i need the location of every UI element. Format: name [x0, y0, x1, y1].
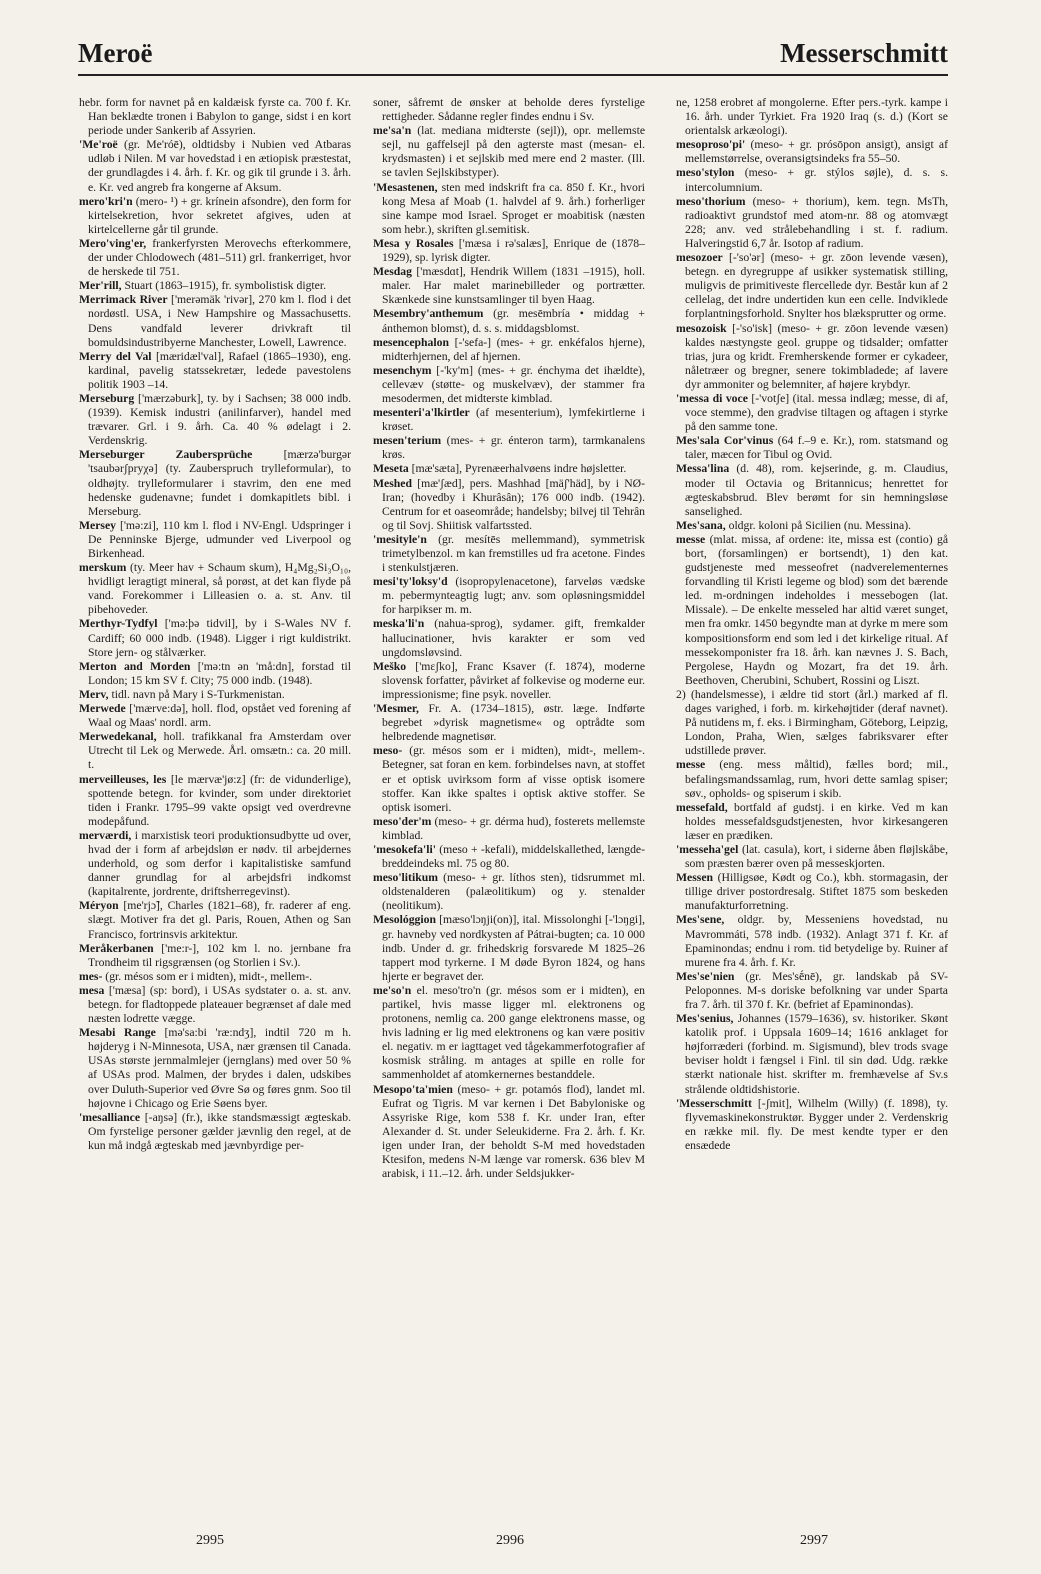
- entry-definition: (gr. mésos som er i midten), midt-, mellem-.: [105, 969, 313, 983]
- entry-headword: merværdi,: [79, 828, 132, 842]
- entry-headword: 'mesityle'n: [373, 532, 427, 546]
- entry-definition: (nahua-sprog), sydamer. gift, fremkalder hallucinationer, hvis karakter er som ved ungdomsløvsind.: [382, 617, 645, 659]
- dictionary-entry: [373, 702, 645, 744]
- dictionary-entry: [373, 815, 645, 843]
- entry-headword: Meško: [373, 659, 407, 673]
- dictionary-entry: [373, 984, 645, 1083]
- entry-definition: (gr. Me'róē), oldtidsby i Nubien ved Atbaras udløb i Nilen. M var hovedstad i en ætiopisk præstestat, der grundlagdes i 4. årh. f. Kr. og gik til grunde i 3. årh. e. Kr. ved angreb fra kongerne af Aksum.: [88, 138, 351, 194]
- entry-definition: (mero- ¹) + gr. krínein afsondre), den form for kirtelsekretion, hvor sekretet afgives, uden at kirtelcellerne går til grunde.: [88, 194, 351, 236]
- entry-definition: ['mærzəburk], ty. by i Sachsen; 38 000 indb. (1939). Kemisk industri (anilinfarver), handel med trævarer. Grl. i 9. årh. Ca. 40 % ødelagt i 2. Verdenskrig.: [88, 391, 351, 448]
- dictionary-entry: [373, 364, 645, 406]
- entry-definition: (meso- + gr. stýlos søjle), d. s. s. intercolumnium.: [685, 166, 948, 194]
- entry-definition: ['mə:þə tidvil], by i S-Wales NV f. Cardiff; 60 000 indb. (1948). Ligger i rigt kuldistrikt. Store jern- og stålværker.: [88, 617, 351, 659]
- entry-definition: 2) (handelsmesse), i ældre tid stort (årl.) marked af fl. dages varighed, i forb. m. kirkehøjtider (deraf navnet). På nutidens m, f. eks. i Birmingham, Göteborg, Leipzig, London, Praha, Wien, sælges fabriksvarer efter udstillede prøver.: [676, 687, 948, 758]
- entry-headword: Merthyr-Tydfyl: [79, 617, 158, 631]
- entry-headword: mesencephalon: [373, 335, 449, 349]
- entry-headword: 'messeha'gel: [676, 842, 739, 856]
- entry-headword: meso'thorium: [676, 194, 746, 208]
- entry-definition: [-'so'isk] (meso- + gr. zōon levende væsen) kaldes næstyngste geol. gruppe og tidsalder; omfatter trias, jura og kridt. Fremherskende former er cykadeer, nåletræer og bregner, senere tokimbladede; af lavere dyr ammoniter og belemniter, af højere krybdyr.: [685, 321, 948, 391]
- entry-definition: [-'votʃe] (ital. messa indlæg; messe, di af, voce stemme), den gradvise tiltagen og aftagen i styrke på den samme tone.: [685, 391, 948, 434]
- entry-headword: Meråkerbanen: [79, 941, 154, 955]
- entry-headword: Mesdag: [373, 265, 412, 279]
- entry-definition: ['mæsa] (sp: bord), i USAs sydstater o. a. st. anv. betegn. for fladtoppede plateauer begrænset af dale med næsten lodrette vægge.: [88, 983, 351, 1026]
- entry-definition: (Hilligsøe, Kødt og Co.), kbh. stormagasin, der tillige driver postordresalg. Stiftet 1875 som beskeden manufakturforretning.: [685, 871, 948, 913]
- dictionary-entry: [676, 758, 948, 800]
- entry-headword: me'so'n: [373, 983, 412, 997]
- entry-headword: Merwedekanal,: [79, 730, 157, 744]
- entry-headword: Merseburger Zaubersprüche: [79, 448, 253, 462]
- entry-headword: Merry del Val: [79, 349, 152, 363]
- entry-definition: ['me:r-], 102 km l. no. jernbane fra Trondheim til rigsgrænsen (og Storlien i Sv.).: [88, 941, 351, 969]
- dictionary-entry: [79, 660, 351, 688]
- entry-definition: [me'rjɔ̃], Charles (1821–68), fr. raderer af eng. slægt. Motiver fra det gl. Paris, Rouen, Athen og San Francisco, fortrinsvis arkitektur.: [88, 899, 351, 941]
- entry-definition: [-'ky'm] (mes- + gr. énchyma det ihældte), cellevæv (støtte- og muskelvæv), der stammer fra mesodermen, det midterste kimblad.: [382, 363, 645, 405]
- entry-definition: (meso- + gr. líthos sten), tidsrummet ml. oldstenalderen (palæolitikum) og y. stenalder (neolitikum).: [382, 871, 645, 913]
- dictionary-entry: [676, 871, 948, 913]
- entry-headword: mero'kri'n: [79, 194, 133, 208]
- entry-definition: sten med indskrift fra ca. 850 f. Kr., hvori kong Mesa af Moab (1. halvdel af 9. årh.) forherliger sine kampe mod Israel. Sproget er moabitisk (næsten som hebr.), skriften gl.semitisk.: [382, 180, 645, 236]
- dictionary-entry: [373, 843, 645, 871]
- entry-definition: ['mærve:də], holl. flod, opstået ved forening af Waal og Maas' nordl. arm.: [88, 702, 351, 730]
- dictionary-entry: [676, 392, 948, 434]
- page-number: 2995: [196, 1533, 224, 1548]
- dictionary-entry: [79, 448, 351, 518]
- entry-headword: 'Messerschmitt: [676, 1096, 752, 1110]
- dictionary-entry: [373, 462, 645, 476]
- entry-headword: mesenteri'a'lkirtler: [373, 406, 470, 420]
- entry-headword: meso-: [373, 744, 403, 758]
- entry-definition: bortfald af gudstj. i en kirke. Ved m kan holdes messefaldsgudstjenesten, hvor kirkesangeren læser en prædiken.: [685, 800, 948, 842]
- entry-definition: (gr. mesítēs mellemmand), symmetrisk trimetylbenzol. m kan fremstilles ud fra acetone. Findes i stenkulstjæren.: [382, 532, 645, 575]
- entry-headword: 'Mesmer,: [373, 702, 419, 716]
- page-number: 2997: [800, 1533, 828, 1548]
- entry-definition: (mlat. missa, af ordene: ite, missa est (contio) gå bort, (forsamlingen) er bortsendt), 1) den kat. gudstjeneste med messeofret (nadverelementernes forvandling til Kristi legeme og blod) som det bærende led. m-ordningen indeholdes i messebogen (lat. Missale). – De enkelte messeled har altid været sunget, men fra omkr. 1450 begyndte man at dyrke m mere som kompositionsform end som led i det kirkelige ritual. Af messekomponister fra 18. årh. kan nævnes J. S. Bach, Pergolese, Haydn og Mozart, fra det 19. årh. Beethoven, Cherubini, Schubert, Rossini og Liszt.: [685, 532, 948, 687]
- dictionary-entry: [676, 138, 948, 166]
- entry-headword: Mersey: [79, 518, 116, 532]
- entry-definition: i marxistisk teori produktionsudbytte ud over, hvad der i form af arbejdsløn er nødv. til arbejdernes underhold, og som derfor i kapitalistiske samfund danner grundlag for al arbejdsfri indkomst (kapitalrente, jordrente, driftsherregevinst).: [88, 828, 351, 899]
- dictionary-entry: [373, 124, 645, 180]
- entry-headword: Mesabi Range: [79, 1026, 156, 1040]
- header-first-word: Meroë: [78, 38, 153, 68]
- entry-definition: [mə'sa:bi 'ræ:ndʒ], indtil 720 m h. højderyg i N-Minnesota, USA, nær grænsen til Canada. USAs største jernmalmlejer (jernglans) med over 50 % af USAs prod. Malmen, der brydes i dalen, udskibes over Duluth-Superior ved Øvre Sø og føres gnm. Soo til højovne i Chicago og Erie Søens byer.: [88, 1026, 351, 1110]
- entry-definition: [mæ'sæta], Pyrenæerhalvøens indre højsletter.: [411, 462, 627, 476]
- dictionary-entry: [676, 801, 948, 843]
- dictionary-entry: [79, 1026, 351, 1111]
- dictionary-entry: [373, 477, 645, 533]
- header-last-word: Messerschmitt: [780, 38, 948, 68]
- entry-definition: ['mə:tn ən 'må:dn], forstad til London; 15 km SV f. City; 75 000 indb. (1948).: [88, 659, 351, 687]
- entry-headword: Mes'senius,: [676, 1012, 734, 1026]
- dictionary-entry: [373, 660, 645, 702]
- dictionary-entry: [79, 829, 351, 899]
- column-3: [676, 96, 948, 1526]
- entry-definition: Stuart (1863–1915), fr. symbolistisk digter.: [124, 279, 327, 293]
- entry-definition: [le mærvæ'jø:z] (fr: de vidunderlige), spottende betegn. for kvinder, som under direktoriet tiden i Frankr. 1795–99 vakte opsigt ved overdrevne modepåfund.: [88, 772, 351, 828]
- entry-definition: (mes- + gr. énteron tarm), tarmkanalens krøs.: [382, 434, 645, 462]
- dictionary-entry: [373, 744, 645, 814]
- dictionary-entry: [79, 730, 351, 772]
- column-2: [373, 96, 645, 1526]
- dictionary-entry: [373, 575, 645, 617]
- entry-definition: (64 f.–9 e. Kr.), rom. statsmand og taler, mæcen for Tibul og Ovid.: [685, 434, 948, 462]
- entry-headword: mesozoer: [676, 251, 723, 265]
- entry-headword: mesenchym: [373, 363, 432, 377]
- entry-headword: merskum: [79, 561, 127, 575]
- entry-definition: oldgr. koloni på Sicilien (nu. Messina).: [728, 518, 912, 532]
- dictionary-entry: [676, 166, 948, 194]
- entry-headword: mesa: [79, 983, 105, 997]
- dictionary-entry: [79, 237, 351, 279]
- entry-headword: meso'stylon: [676, 166, 735, 180]
- entry-definition: (meso + -kefali), middelskallethed, længde-breddeindeks ml. 75 og 80.: [382, 842, 645, 871]
- dictionary-entry: [676, 533, 948, 688]
- dictionary-entry: [676, 913, 948, 969]
- dictionary-entry: [373, 1083, 645, 1182]
- dictionary-entry: [676, 1012, 948, 1097]
- entry-definition: [mæridæl'val], Rafael (1865–1930), eng. kardinal, pavelig statssekretær, ledede pavestolens politik 1903 –14.: [88, 349, 351, 391]
- entry-headword: mes-: [79, 969, 103, 983]
- entry-headword: meso'der'm: [373, 814, 432, 828]
- dictionary-entry: [79, 1111, 351, 1153]
- entry-headword: messe: [676, 758, 706, 772]
- dictionary-entry: [676, 688, 948, 758]
- entry-definition: (meso- + thorium), kem. tegn. MsTh, radioaktivt grundstof med atom-nr. 88 og atomvægt 228; anv. ved strålebehandling i st. f. radium. Halveringstid 6,7 år. Isotop af radium.: [685, 194, 948, 250]
- running-header: [78, 30, 948, 76]
- dictionary-entry: [676, 251, 948, 321]
- entry-headword: Mes'sana,: [676, 518, 726, 532]
- entry-definition: [-'sefa-] (mes- + gr. enkéfalos hjerne), midterhjernen, del af hjernen.: [382, 335, 645, 363]
- entry-headword: Merv,: [79, 687, 109, 701]
- entry-headword: me'sa'n: [373, 124, 412, 138]
- entry-headword: Mesa y Rosales: [373, 236, 454, 250]
- entry-definition: frankerfyrsten Merovechs efterkommere, der under Chlodowech (481–511) grl. frankerriget, hvor de herskede til 751.: [88, 236, 351, 279]
- entry-definition: (af mesenterium), lymfekirtlerne i krøset.: [382, 406, 645, 434]
- dictionary-entry: [373, 307, 645, 335]
- entry-definition: (d. 48), rom. kejserinde, g. m. Claudius, moder til Octavia og Britannicus; henrettet for ægteskabsbrud. Blev berømt for sin hemningsløse sanselighed.: [685, 462, 948, 518]
- page-numbers: [0, 1533, 1041, 1555]
- entry-headword: Mes'sala Cor'vinus: [676, 434, 774, 448]
- entry-headword: 'mesokefa'li': [373, 842, 436, 856]
- dictionary-entry: [79, 942, 351, 970]
- entry-definition: (isopropylenacetone), farveløs vædske m. pebermynteagtig lugt; anv. som opløsningsmiddel for harpikser m. m.: [382, 575, 645, 617]
- entry-headword: Mesopo'ta'mien: [373, 1082, 453, 1096]
- dictionary-entry: [79, 350, 351, 392]
- entry-headword: 'messa di voce: [676, 391, 748, 405]
- entry-headword: mesen'terium: [373, 434, 442, 448]
- entry-definition: (lat. mediana midterste (sejl)), opr. mellemste sejl, nu gaffelsejl på den agterste mast (mesan- el. krydsmasten) i et sejlskib med mere end 2 master. (Ill. se tavlen Sejlskibstyper).: [382, 124, 645, 180]
- dictionary-entry: [79, 773, 351, 829]
- dictionary-entry: [373, 265, 645, 307]
- entry-headword: 'Me'roë: [79, 138, 118, 152]
- entry-headword: Mesembry'anthemum: [373, 307, 484, 321]
- dictionary-entry: [373, 434, 645, 462]
- entry-definition: [mæso'lɔŋji(on)], ital. Missolonghi [-'lɔŋgi], gr. havneby ved nordkysten af Pátrai-bugten; ca. 10 000 indb. Under d. gr. frihedskrig forsvarede M 1825–26 tappert mod tyrkerne. I M døde Byron 1824, og hans hjerte er begravet der.: [382, 913, 645, 983]
- entry-definition: (gr. mesēmbría • middag + ánthemon blomst), d. s. s. middagsblomst.: [382, 307, 645, 335]
- dictionary-entry: [676, 462, 948, 518]
- dictionary-entry: [676, 434, 948, 462]
- entry-definition: (meso- + gr. prósōpon ansigt), ansigt af mellemstørrelse, overansigtsindeks fra 55–50.: [685, 138, 948, 166]
- dictionary-entry: [79, 195, 351, 237]
- dictionary-entry: [676, 96, 948, 138]
- entry-definition: ['mə:zi], 110 km l. flod i NV-Engl. Udspringer i De Penninske Bjerge, udmunder ved Liverpool og Birkenhead.: [88, 518, 351, 560]
- dictionary-entry: [373, 617, 645, 659]
- entry-definition: [-'so'ər] (meso- + gr. zōon levende væsen), betegn. en dyregruppe af usikker systematisk stilling, muligvis de primitiveste flercellede dyr. Består kun af 2 cellelag, det indre undertiden kun een celle. Indviklede forplantningsforhold. Snylter hos blæksprutter og orme.: [685, 251, 948, 321]
- entry-headword: mesoproso'pi': [676, 138, 746, 152]
- entry-definition: holl. trafikkanal fra Amsterdam over Utrecht til Lek og Merwede. Årl. omsætn.: ca. 20 mill. t.: [88, 730, 351, 772]
- entry-headword: Merton and Morden: [79, 659, 191, 673]
- entry-definition: [-ʃmit], Wilhelm (Willy) (f. 1898), ty. flyvemaskinekonstruktør. Bygger under 2. Verdenskrig en række mil. fly. De mest kendte typer er den ensædede: [685, 1096, 948, 1152]
- entry-headword: messefald,: [676, 800, 728, 814]
- entry-definition: oldgr. by, Messeniens hovedstad, nu Mavrommáti, 578 indb. (1932). Anlagt 371 f. Kr. af Epaminondas; endnu i rom. tid betydelige by. Ruiner af murene fra 4. årh. f. Kr.: [685, 913, 948, 969]
- entry-definition: soner, såfremt de ønsker at beholde deres fyrstelige rettigheder. Sådanne regler findes endnu i Sv.: [373, 96, 645, 124]
- dictionary-entry: [373, 913, 645, 983]
- dictionary-entry: [373, 406, 645, 434]
- entry-headword: meso'litikum: [373, 871, 438, 885]
- entry-headword: Mes'se'nien: [676, 969, 735, 983]
- dictionary-entry: [79, 702, 351, 730]
- column-1: [79, 96, 351, 1526]
- dictionary-entry: [676, 322, 948, 392]
- dictionary-entry: [79, 970, 351, 984]
- dictionary-entry: [373, 871, 645, 913]
- entry-headword: Mero'ving'er,: [79, 236, 147, 250]
- entry-definition: ne, 1258 erobret af mongolerne. Efter pers.-tyrk. kampe i 16. årh. under Tyrkiet. Fra 1920 Iraq (s. d.) (Kort se orientalsk arkæologi).: [676, 96, 948, 138]
- dictionary-entry: [676, 970, 948, 1012]
- dictionary-entry: [676, 1097, 948, 1153]
- entry-headword: 'mesalliance: [79, 1110, 141, 1124]
- page-number: 2996: [496, 1533, 524, 1548]
- entry-headword: Mes'sene,: [676, 913, 725, 927]
- entry-headword: Merseburg: [79, 391, 135, 405]
- dictionary-entry: [79, 519, 351, 561]
- entry-definition: tidl. navn på Mary i S-Turkmenistan.: [111, 687, 285, 701]
- entry-definition: hebr. form for navnet på en kaldæisk fyrste ca. 700 f. Kr. Han beklædte tronen i Babylon to gange, sidst i en kort periode under Sankerib af Assyrien.: [79, 96, 351, 138]
- dictionary-entry: [79, 392, 351, 448]
- dictionary-entry: [79, 138, 351, 194]
- entry-definition: (ty. Meer hav + Schaum skum), H₄Mg₂Si₃O₁₀, hvidligt leragtigt mineral, så porøst, at det kan flyde på vand. Forekommer i Lilleasien o. a. st. Anv. til pibehoveder.: [88, 561, 351, 617]
- dictionary-entry: [79, 984, 351, 1026]
- entry-headword: Mesológgion: [373, 913, 436, 927]
- entry-headword: messe: [676, 532, 706, 546]
- entry-definition: (eng. mess måltid), fælles bord; mil., befalingsmandssamlag, rum, hvori dette samlag spiser; søv., opholds- og spiserum i skib.: [685, 758, 948, 800]
- entry-headword: 'Mesastenen,: [373, 180, 438, 194]
- dictionary-entry: [676, 519, 948, 533]
- dictionary-entry: [373, 181, 645, 237]
- entry-definition: [mærzə'burgər 'tsaubərʃpryχə] (ty. Zauberspruch trylleformular), to oldhøjty. trylleformularer i stavrim, den ene med hedenske gudenavne; fundet i domkapitlets bibl. i Merseburg.: [88, 448, 351, 518]
- entry-definition: [mæ'ʃæd], pers. Mashhad [mäʃ'häd], by i NØ-Iran; (hovedby i Khurâsân); 176 000 indb. (1942). Centrum for et oaseområde; handelsby; bilvej til Tehrân og til Sovj. Shiitisk valfartssted.: [382, 476, 645, 532]
- dictionary-entry: [373, 237, 645, 265]
- entry-headword: Méryon: [79, 899, 119, 913]
- entry-definition: ['mɛʃko], Franc Ksaver (f. 1874), moderne slovensk forfatter, påvirket af folkevise og moderne eur. impressionisme; fine psyk. noveller.: [382, 659, 645, 701]
- entry-definition: ['merəmäk 'rivər], 270 km l. flod i det nordøstl. USA, i New Hampshire og Massachusetts. Dens vandfald leverer drivkraft til bomuldsindustribyerne Manchester, Lowell, Lawrence.: [88, 293, 351, 349]
- dictionary-entry: [79, 279, 351, 293]
- entry-definition: [-aŋsə] (fr.), ikke standsmæssigt ægteskab. Om fyrstelige personer gælder jævnlig den regel, at de kun må indgå ægteskab med jævnbyrdige per-: [88, 1110, 351, 1152]
- entry-definition: (meso- + gr. dérma hud), fosterets mellemste kimblad.: [382, 814, 645, 842]
- entry-headword: Messen: [676, 871, 714, 885]
- dictionary-entry: [79, 899, 351, 941]
- entry-definition: Johannes (1579–1636), sv. historiker. Skønt katolik prof. i Uppsala 1609–14; 1616 anklaget for højforræderi (forbind. m. Sigismund), blev trods svage beviser holdt i fængsel i Finl. til sin død. Udg. række stærkt nationale hist. skrifter m. fremhævelse af Sv.s strålende oldtidshistorie.: [685, 1012, 948, 1096]
- entry-definition: el. meso'tro'n (gr. mésos som er i midten), en partikel, hvis masse ligger ml. elektronens og protonens, nemlig ca. 200 gange elektronens masse, og hvis ladning er lig med elektronens og kan være positiv el. negativ. m er iagttaget ved tågekammerfotografier af kosmisk stråling. m antages at spille en rolle for sammenholdet af atomkernernes bestanddele.: [382, 983, 645, 1082]
- entry-headword: Mer'rill,: [79, 279, 122, 293]
- entry-headword: Merwede: [79, 702, 126, 716]
- entry-definition: ['mæsdɑt], Hendrik Willem (1831 –1915), holl. maler. Har malet marinebilleder og portrætter. Skænkede sine kunstsamlinger til byen Haag.: [382, 265, 645, 307]
- entry-headword: Merrimack River: [79, 293, 168, 307]
- dictionary-entry: [79, 293, 351, 349]
- dictionary-entry: [79, 561, 351, 617]
- dictionary-entry: [79, 688, 351, 702]
- dictionary-entry: [79, 96, 351, 138]
- entry-headword: mesozoisk: [676, 321, 727, 335]
- entry-definition: (gr. Mes'sḗnē), gr. landskab på SV-Peloponnes. M-s doriske befolkning var under Sparta fra 7. årh. til 370 f. Kr. (befriet af Epaminondas).: [685, 969, 948, 1011]
- entry-headword: merveilleuses, les: [79, 772, 167, 786]
- dictionary-entry: [79, 617, 351, 659]
- dictionary-entry: [373, 533, 645, 575]
- entry-headword: mesi'ty'loksy'd: [373, 575, 448, 589]
- dictionary-entry: [373, 96, 645, 124]
- dictionary-entry: [373, 336, 645, 364]
- dictionary-entry: [676, 843, 948, 871]
- entry-definition: (meso- + gr. potamós flod), landet ml. Eufrat og Tigris. M var kernen i Det Babyloniske og Assyriske Rige, kom 538 f. Kr. under Iran, efter Alexander d. St. under Seleukiderne. Fra 2. årh. f. Kr. igen under Iran, der beholdt S-M med hovedstaden Ktesifon, medens N-M længe var romersk. 636 blev M arabisk, i 11.–12. årh. under Seldsjukker-: [382, 1082, 645, 1181]
- entry-headword: Messa'lina: [676, 462, 730, 476]
- entry-headword: Meseta: [373, 462, 409, 476]
- entry-headword: meska'li'n: [373, 617, 425, 631]
- dictionary-entry: [676, 195, 948, 251]
- entry-definition: ['mæsa i rə'salæs], Enrique de (1878–1929), sp. lyrisk digter.: [382, 236, 645, 265]
- entry-definition: (gr. mésos som er i midten), midt-, mellem-. Betegner, sat foran en kem. forbindelses navn, at stoffet er et optisk uvirksom form af visse optisk isomere stoffer. Kan ikke spaltes i optisk aktive stoffer. Se optisk isomeri.: [382, 744, 645, 814]
- entry-definition: Fr. A. (1734–1815), østr. læge. Indførte begrebet »dyrisk magnetisme« og optrådte som helbredende magnetisør.: [382, 702, 645, 744]
- entry-headword: Meshed: [373, 476, 412, 490]
- entry-definition: (lat. casula), kort, i siderne åben fløjlskåbe, som præsten bærer oven på messeskjorten.: [685, 842, 948, 871]
